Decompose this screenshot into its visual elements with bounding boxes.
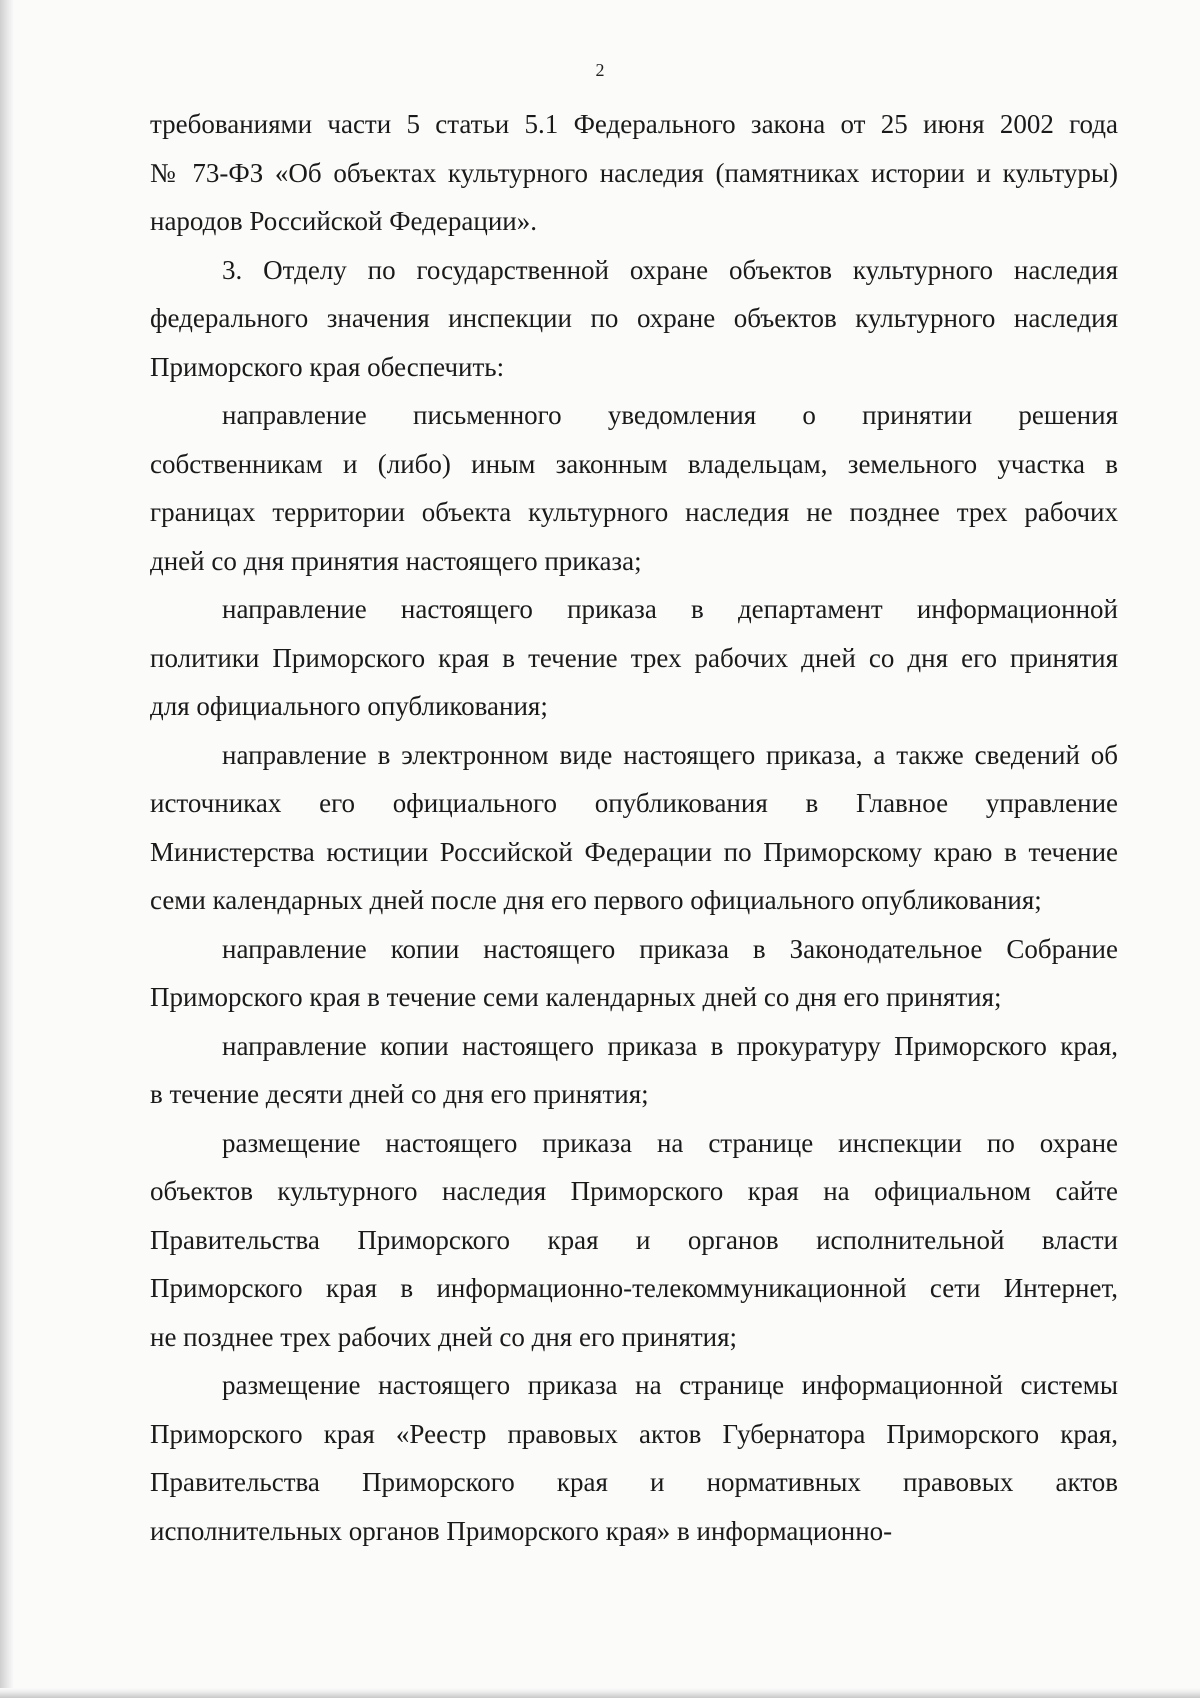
paragraph xyxy=(150,585,1118,731)
text-line: направление копии настоящего приказа в прокуратуру Приморского края, xyxy=(222,1030,1118,1061)
paragraph xyxy=(150,1361,1118,1555)
paragraph xyxy=(150,731,1118,925)
text-line: Приморского края обеспечить: xyxy=(150,351,505,382)
text-line: направление письменного уведомления о принятии решения xyxy=(222,400,1118,430)
paragraph xyxy=(150,1022,1118,1119)
scan-edge-left xyxy=(0,0,14,1698)
scan-edge-bottom xyxy=(0,1688,1200,1698)
text-line: Министерства юстиции Российской Федерации по Приморскому краю в течение xyxy=(150,836,1118,867)
text-line: источниках его официального опубликования в Главное управление xyxy=(150,788,1118,818)
text-line: дней со дня принятия настоящего приказа; xyxy=(150,545,642,576)
text-line: Приморского края в течение семи календарных дней со дня его принятия; xyxy=(150,982,1002,1012)
paragraph xyxy=(150,246,1118,392)
text-line: в течение десяти дней со дня его принятия; xyxy=(150,1079,649,1109)
text-line: 3. Отделу по государственной охране объектов культурного наследия xyxy=(222,254,1118,285)
text-line: исполнительных органов Приморского края» в информационно- xyxy=(150,1515,893,1546)
text-line: федерального значения инспекции по охране объектов культурного наследия xyxy=(150,303,1118,333)
document-body xyxy=(150,100,1118,1555)
text-line: направление копии настоящего приказа в Законодательное Собрание xyxy=(222,933,1118,964)
text-line: Правительства Приморского края и нормативных правовых актов xyxy=(150,1467,1118,1497)
text-line: требованиями части 5 статьи 5.1 Федерального закона от 25 июня 2002 года xyxy=(150,109,1118,139)
paragraph xyxy=(150,1119,1118,1362)
paragraph xyxy=(150,925,1118,1022)
page-number: 2 xyxy=(595,60,605,80)
text-line: собственникам и (либо) иным законным владельцам, земельного участка в xyxy=(150,448,1118,479)
paragraph xyxy=(150,391,1118,585)
text-line: для официального опубликования; xyxy=(150,691,548,721)
text-line: № 73-ФЗ «Об объектах культурного наследия (памятниках истории и культуры) xyxy=(150,157,1118,188)
text-line: политики Приморского края в течение трех рабочих дней со дня его принятия xyxy=(150,642,1118,673)
text-line: народов Российской Федерации». xyxy=(150,206,537,236)
text-line: размещение настоящего приказа на странице инспекции по охране xyxy=(222,1127,1118,1158)
text-line: объектов культурного наследия Приморского края на официальном сайте xyxy=(150,1176,1118,1206)
text-line: направление в электронном виде настоящего приказа, а также сведений об xyxy=(222,739,1118,770)
text-line: не позднее трех рабочих дней со дня его принятия; xyxy=(150,1321,738,1352)
text-line: семи календарных дней после дня его первого официального опубликования; xyxy=(150,885,1042,915)
text-line: границах территории объекта культурного наследия не позднее трех рабочих xyxy=(150,497,1118,527)
text-line: Приморского края «Реестр правовых актов Губернатора Приморского края, xyxy=(150,1418,1118,1449)
text-line: размещение настоящего приказа на странице информационной системы xyxy=(222,1370,1118,1400)
text-line: направление настоящего приказа в департамент информационной xyxy=(222,594,1118,624)
text-line: Правительства Приморского края и органов исполнительной власти xyxy=(150,1224,1118,1255)
text-line: Приморского края в информационно-телекоммуникационной сети Интернет, xyxy=(150,1273,1118,1303)
paragraph xyxy=(150,100,1118,246)
